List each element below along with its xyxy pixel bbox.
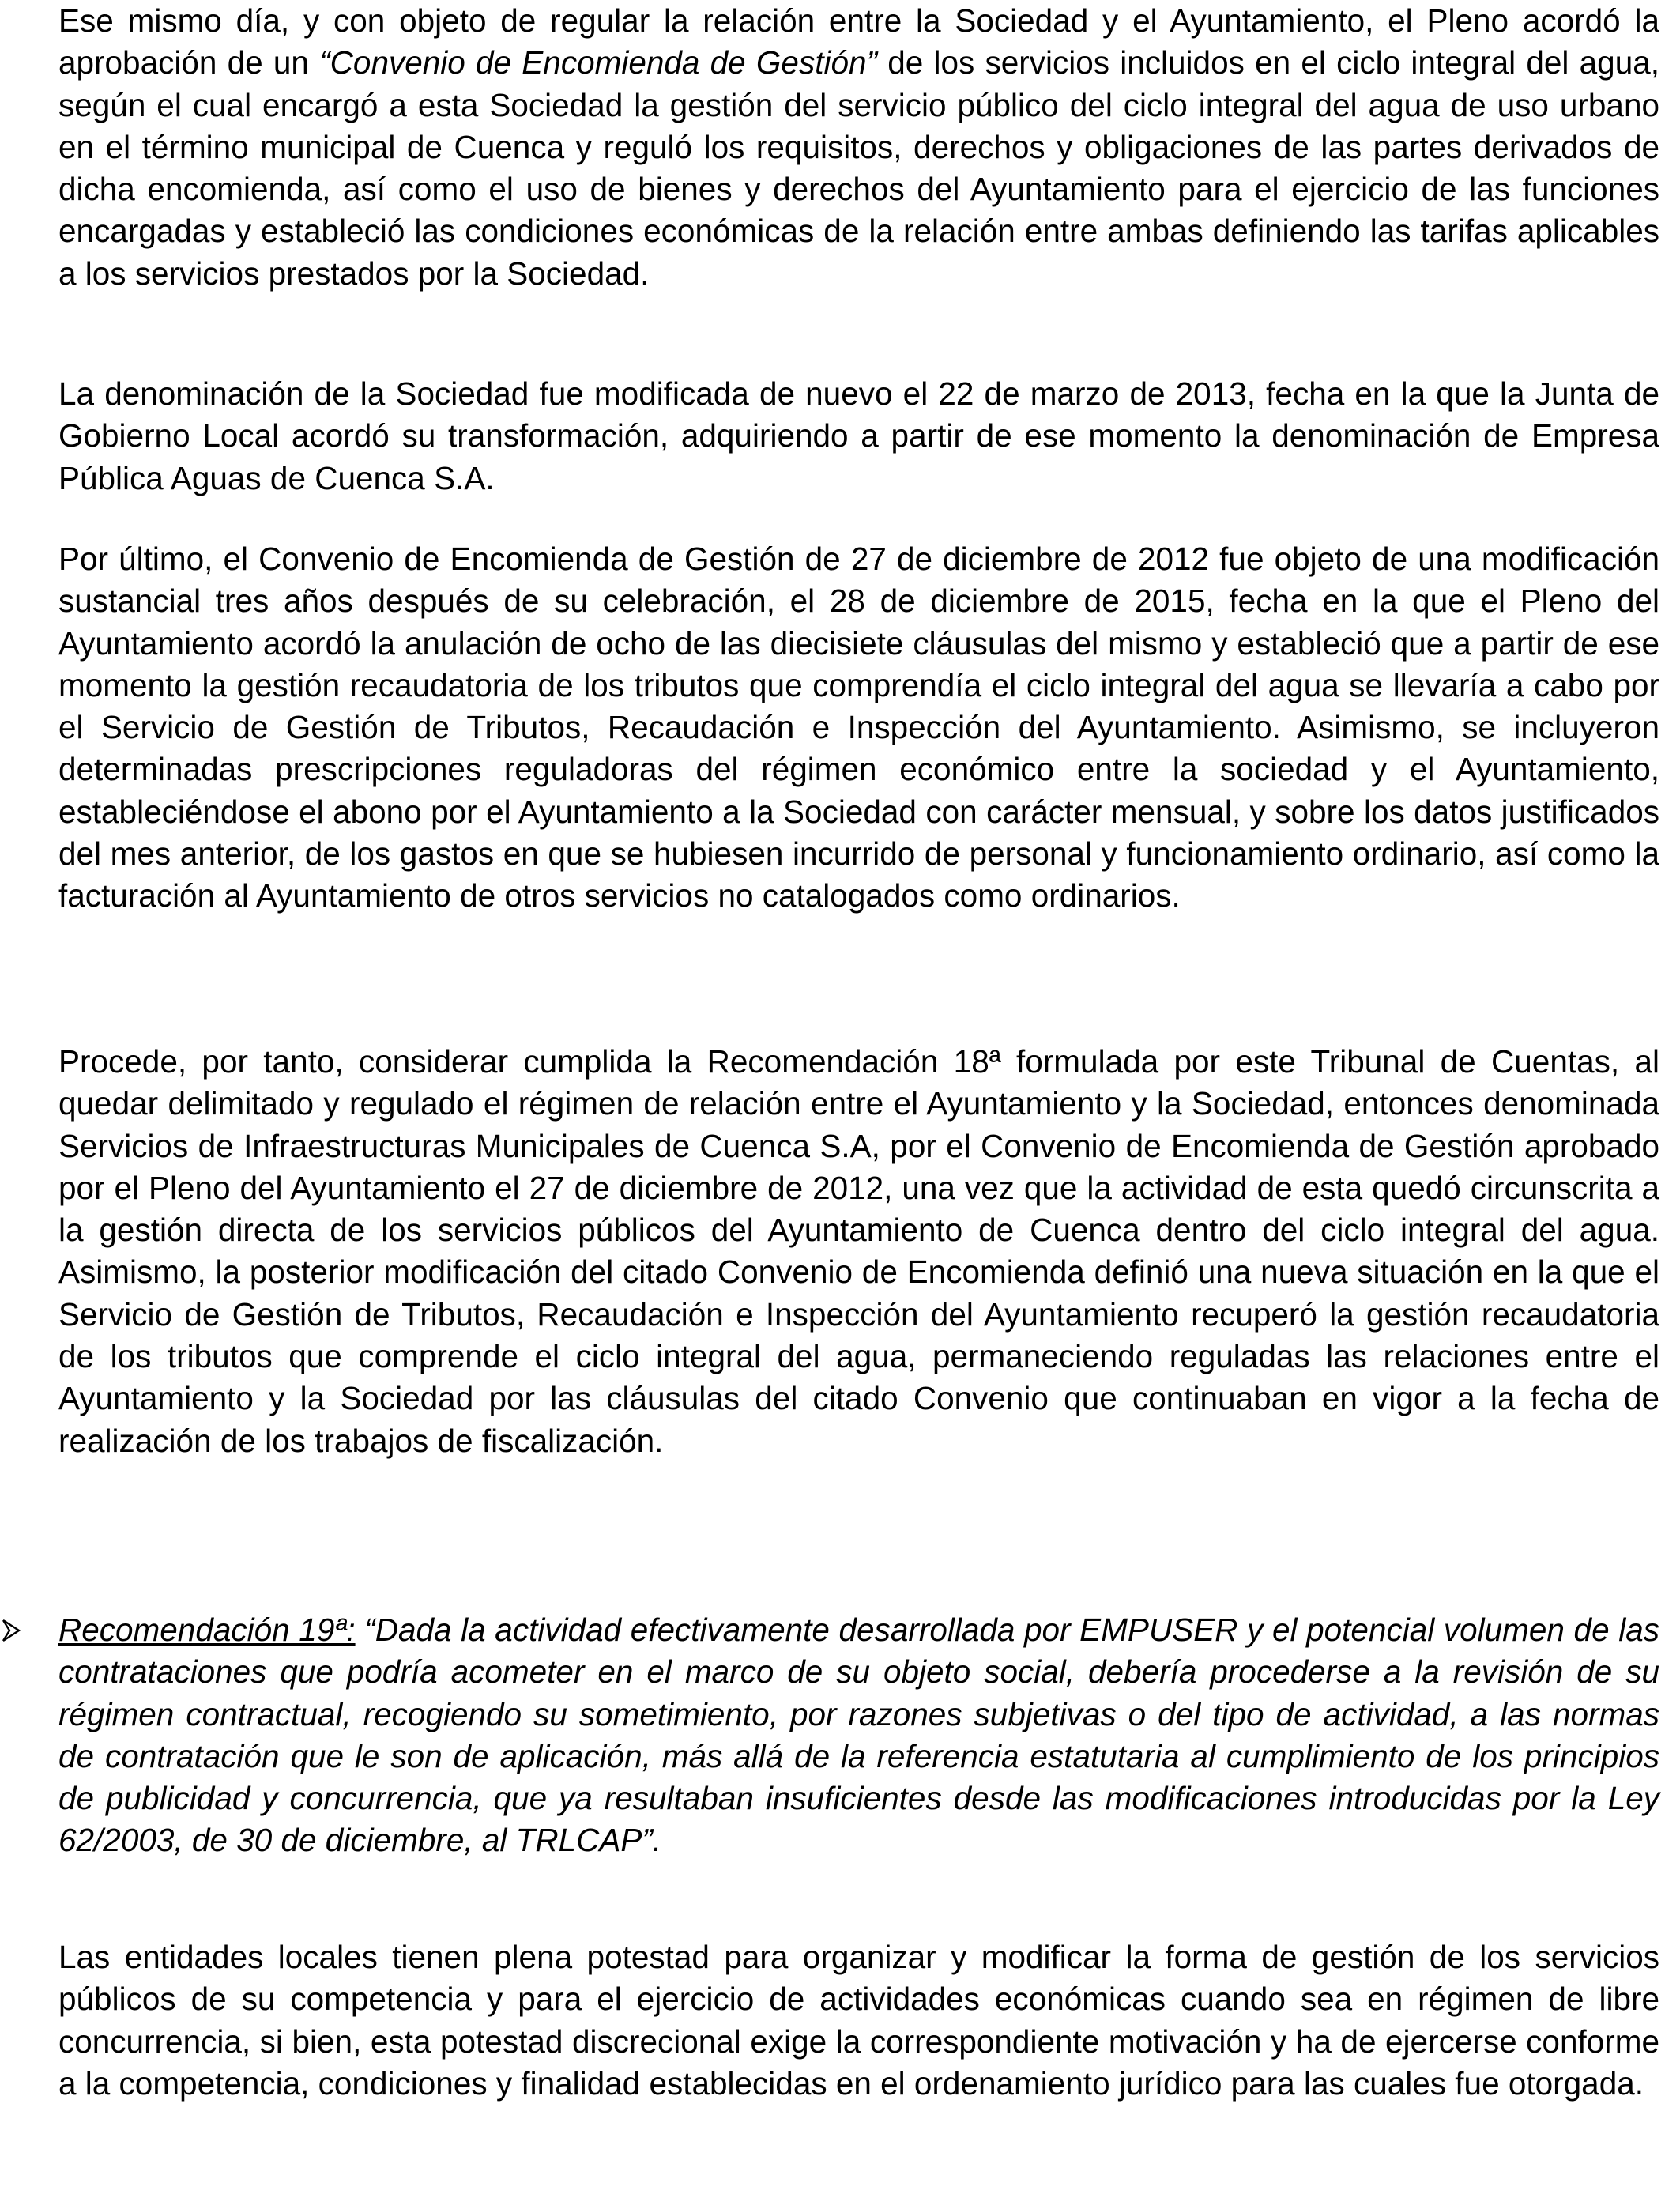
arrowhead-bullet-icon [0, 1609, 24, 1651]
recommendation-19-label: Recomendación 19ª: [58, 1612, 356, 1648]
paragraph-1-text-a: Ese mismo día, y con objeto de regular la relación entre la Sociedad y el Ayuntamiento, el Pleno acordó la aprobación de un [58, 2, 1659, 81]
paragraph-recomendacion-18-cumplida: Procede, por tanto, considerar cumplida la Recomendación 18ª formulada por este Tribunal de Cuentas, al quedar delimitado y regulado el régimen de relación entre el Ayuntamiento y la Sociedad, entonces denominada Servicios de Infraestructuras Municipales de Cuenca S.A, por el Convenio de Encomienda de Gestión aprobado por el Pleno del Ayuntamiento el 27 de diciembre de 2012, una vez que la actividad de esta quedó circunscrita a la gestión directa de los servicios públicos del Ayuntamiento de Cuenca dentro del ciclo integral del agua. Asimismo, la posterior modificación del citado Convenio de Encomienda definió una nueva situación en la que el Servicio de Gestión de Tributos, Recaudación e Inspección del Ayuntamiento recuperó la gestión recaudatoria de los tributos que comprende el ciclo integral del agua, permaneciendo reguladas las relaciones entre el Ayuntamiento y la Sociedad por las cláusulas del citado Convenio que continuaban en vigor a la fecha de realización de los trabajos de fiscalización. [58, 1043, 1659, 1459]
paragraph-modificacion-convenio: Por último, el Convenio de Encomienda de Gestión de 27 de diciembre de 2012 fue objeto de una modificación sustancial tres años después de su celebración, el 28 de diciembre de 2015, fecha en la que el Pleno del Ayuntamiento acordó la anulación de ocho de las diecisiete cláusulas del mismo y estableció que a partir de ese momento la gestión recaudatoria de los tributos que comprendía el ciclo integral del agua se llevaría a cabo por el Servicio de Gestión de Tributos, Recaudación e Inspección del Ayuntamiento. Asimismo, se incluyeron determinadas prescripciones reguladoras del régimen económico entre la sociedad y el Ayuntamiento, estableciéndose el abono por el Ayuntamiento a la Sociedad con carácter mensual, y sobre los datos justificados del mes anterior, de los gastos en que se hubiesen incurrido de personal y funcionamiento ordinario, así como la facturación al Ayuntamiento de otros servicios no catalogados como ordinarios. [58, 541, 1659, 914]
convenio-title-italic: “Convenio de Encomienda de Gestión” [319, 44, 877, 81]
recommendation-19 [58, 1609, 1659, 1862]
paragraph-entidades-locales: Las entidades locales tienen plena potestad para organizar y modificar la forma de gestión de los servicios públicos de su competencia y para el ejercicio de actividades económicas cuando sea en régimen de libre concurrencia, si bien, esta potestad discrecional exige la correspondiente motivación y ha de ejercerse conforme a la competencia, condiciones y finalidad establecidas en el ordenamiento jurídico para las cuales fue otorgada. [58, 1939, 1659, 2102]
recommendation-19-text: “Dada la actividad efectivamente desarrollada por EMPUSER y el potencial volumen de las contrataciones que podría acometer en el marco de su objeto social, debería procederse a la revisión de su régimen contractual, recogiendo su sometimiento, por razones subjetivas o del tipo de actividad, a las normas de contratación que le son de aplicación, más allá de la referencia estatutaria al cumplimiento de los principios de publicidad y concurrencia, que ya resultaban insuficientes desde las modificaciones introducidas por la Ley 62/2003, de 30 de diciembre, al TRLCAP”. [58, 1612, 1660, 1859]
paragraph-1-text-c: de los servicios incluidos en el ciclo integral del agua, según el cual encargó a esta Sociedad la gestión del servicio público del ciclo integral del agua de uso urbano en el término municipal de Cuenca y reguló los requisitos, derechos y obligaciones de las partes derivados de dicha encomienda, así como el uso de bienes y derechos del Ayuntamiento para el ejercicio de las funciones encargadas y estableció las condiciones económicas de la relación entre ambas definiendo las tarifas aplicables a los servicios prestados por la Sociedad. [58, 44, 1660, 292]
paragraph-encomienda-gestion [58, 0, 1659, 295]
paragraph-denominacion-sociedad: La denominación de la Sociedad fue modificada de nuevo el 22 de marzo de 2013, fecha en la que la Junta de Gobierno Local acordó su transformación, adquiriendo a partir de ese momento la denominación de Empresa Pública Aguas de Cuenca S.A. [58, 375, 1659, 496]
